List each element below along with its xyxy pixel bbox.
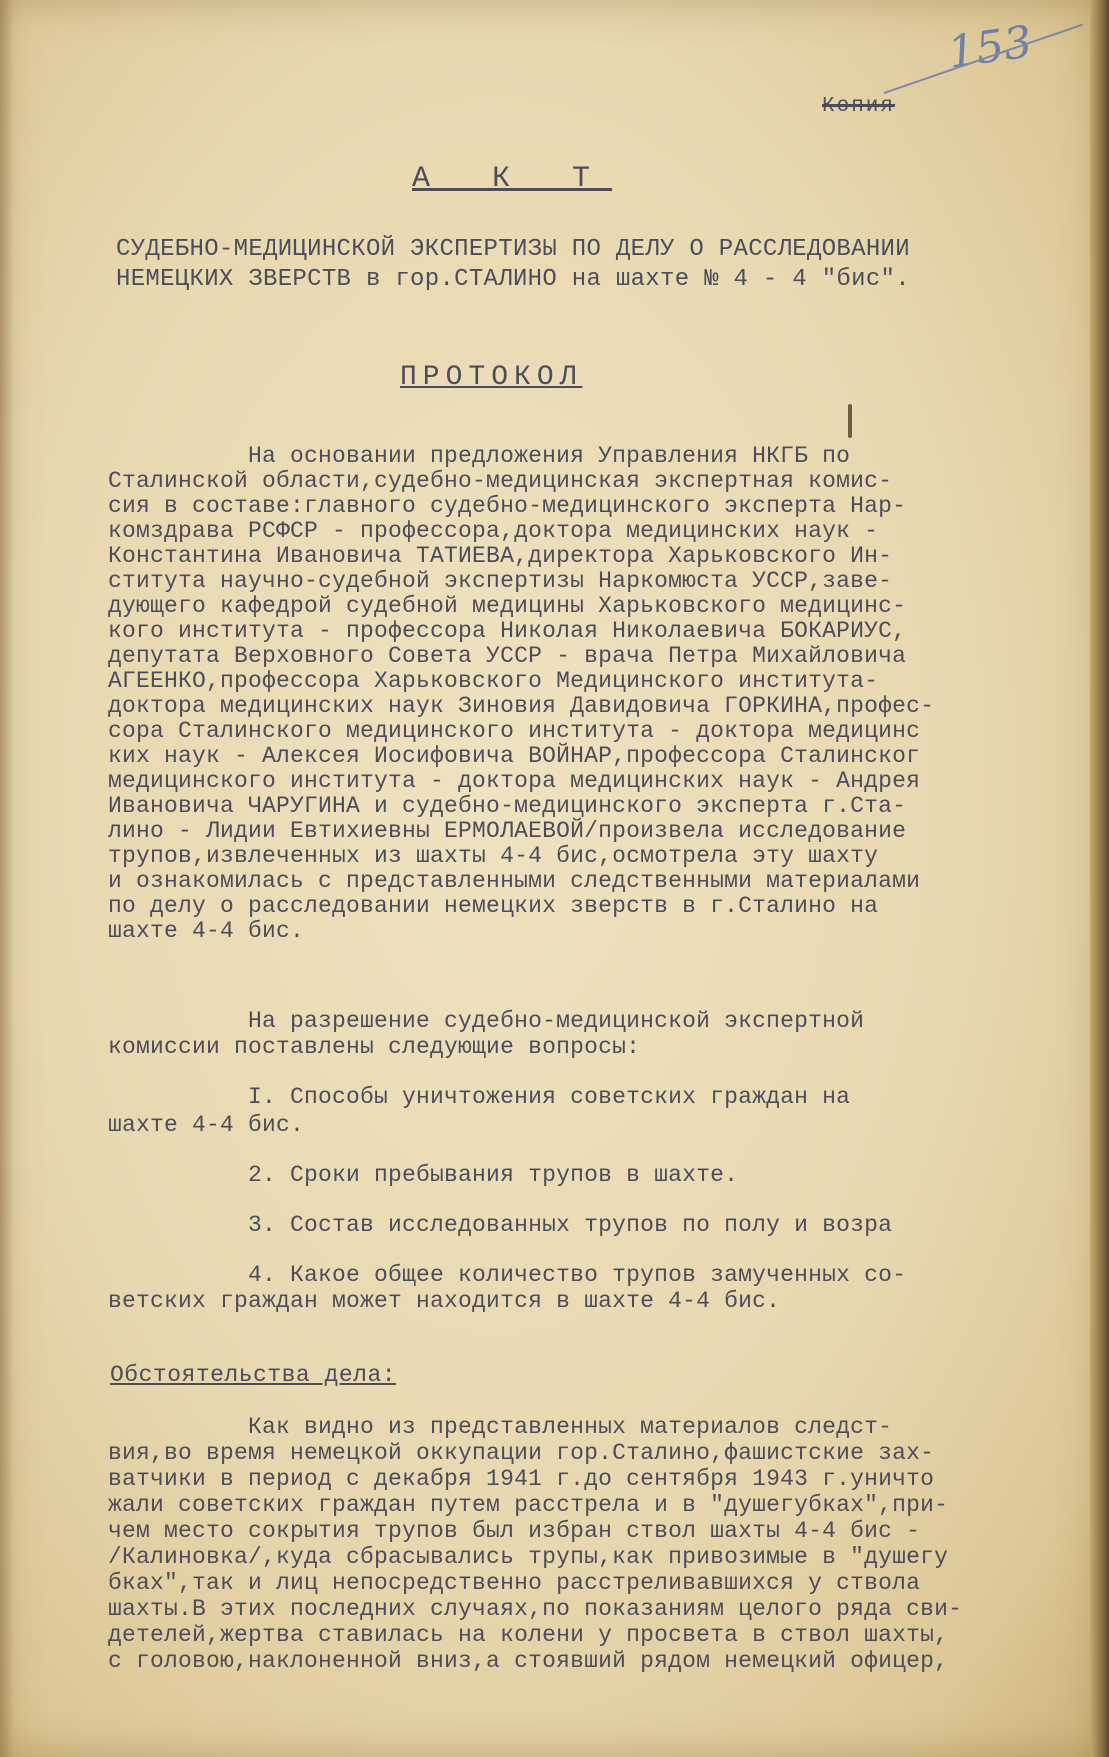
question-item: 2. Сроки пребывания трупов в шахте. bbox=[108, 1162, 739, 1188]
text-line: бках",так и лиц непосредственно расстреливавшихся у ствола bbox=[108, 1570, 921, 1596]
text-line: по делу о расследовании немецких зверств в г.Сталино на bbox=[108, 893, 879, 919]
text-line: Как видно из представленных материалов следст- bbox=[108, 1414, 893, 1440]
text-line: АГЕЕНКО,профессора Харьковского Медицинского института- bbox=[108, 668, 879, 694]
text-line: вия,во время немецкой оккупации гор.Сталино,фашистские зах- bbox=[108, 1440, 935, 1466]
question-item: 4. Какое общее количество трупов замученных со- bbox=[108, 1262, 907, 1288]
page-edge bbox=[1090, 0, 1109, 1757]
copy-mark: Копия bbox=[822, 95, 896, 118]
text-line: комздрава РСФСР - профессора,доктора медицинских наук - bbox=[108, 518, 879, 544]
text-line: сия в составе:главного судебно-медицинского эксперта Нар- bbox=[108, 493, 907, 519]
subtitle-line: СУДЕБНО-МЕДИЦИНСКОЙ ЭКСПЕРТИЗЫ ПО ДЕЛУ О РАССЛЕДОВАНИИ bbox=[116, 236, 910, 263]
pencil-mark bbox=[848, 404, 852, 438]
text-line: и ознакомилась с представленными следственными материалами bbox=[108, 868, 921, 894]
text-line: Ивановича ЧАРУГИНА и судебно-медицинского эксперта г.Ста- bbox=[108, 793, 907, 819]
text-line: ститута научно-судебной экспертизы Наркомюста УССР,заве- bbox=[108, 568, 893, 594]
text-line: На разрешение судебно-медицинской экспертной bbox=[108, 1008, 865, 1034]
text-line: медицинского института - доктора медицинских наук - Андрея bbox=[108, 768, 921, 794]
document-title: А К Т bbox=[412, 162, 613, 196]
text-line: комиссии поставлены следующие вопросы: bbox=[108, 1034, 641, 1060]
text-line: кого института - профессора Николая Николаевича БОКАРИУС, bbox=[108, 618, 907, 644]
text-line: детелей,жертва ставилась на колени у просвета в ствол шахты, bbox=[108, 1622, 949, 1648]
text-line: доктора медицинских наук Зиновия Давидовича ГОРКИНА,профес- bbox=[108, 693, 935, 719]
text-line: с головою,наклоненной вниз,а стоявший рядом немецкий офицер, bbox=[108, 1648, 949, 1674]
text-line: /Калиновка/,куда сбрасывались трупы,как привозимые в "душегу bbox=[108, 1544, 949, 1570]
text-line: чем место сокрытия трупов был избран ствол шахты 4-4 бис - bbox=[108, 1518, 921, 1544]
text-line: ватчики в период с декабря 1941 г.до сентября 1943 г.уничто bbox=[108, 1466, 935, 1492]
protocol-title: ПРОТОКОЛ bbox=[400, 362, 583, 393]
text-line: сора Сталинского медицинского института - доктора медицинс bbox=[108, 718, 921, 744]
text-line: Сталинской области,судебно-медицинская экспертная комис- bbox=[108, 468, 893, 494]
text-line: жали советских граждан путем расстрела и в "душегубках",при- bbox=[108, 1492, 949, 1518]
circumstances-heading: Обстоятельства дела: bbox=[110, 1362, 397, 1388]
subtitle-line: НЕМЕЦКИХ ЗВЕРСТВ в гор.СТАЛИНО на шахте № 4 - 4 "бис". bbox=[116, 266, 910, 293]
binding-shadow bbox=[0, 0, 14, 1757]
archive-page-number: 153 bbox=[944, 16, 1036, 79]
text-line: Константина Ивановича ТАТИЕВА,директора Харьковского Ин- bbox=[108, 543, 893, 569]
text-line: дующего кафедрой судебной медицины Харьковского медицинс- bbox=[108, 593, 907, 619]
question-item: шахте 4-4 бис. bbox=[108, 1112, 305, 1138]
text-line: На основании предложения Управления НКГБ по bbox=[108, 443, 851, 469]
text-line: шахты.В этих последних случаях,по показаниям целого ряда сви- bbox=[108, 1596, 963, 1622]
text-line: шахте 4-4 бис. bbox=[108, 918, 305, 944]
text-line: ких наук - Алексея Иосифовича ВОЙНАР,профессора Сталинског bbox=[108, 743, 921, 769]
question-item: 3. Состав исследованных трупов по полу и возра bbox=[108, 1212, 893, 1238]
text-line: лино - Лидии Евтихиевны ЕРМОЛАЕВОЙ/произвела исследование bbox=[108, 818, 907, 844]
question-item: ветских граждан может находится в шахте 4-4 бис. bbox=[108, 1288, 781, 1314]
question-item: I. Способы уничтожения советских граждан на bbox=[108, 1084, 851, 1110]
text-line: трупов,извлеченных из шахты 4-4 бис,осмотрела эту шахту bbox=[108, 843, 879, 869]
text-line: депутата Верховного Совета УССР - врача Петра Михайловича bbox=[108, 643, 907, 669]
